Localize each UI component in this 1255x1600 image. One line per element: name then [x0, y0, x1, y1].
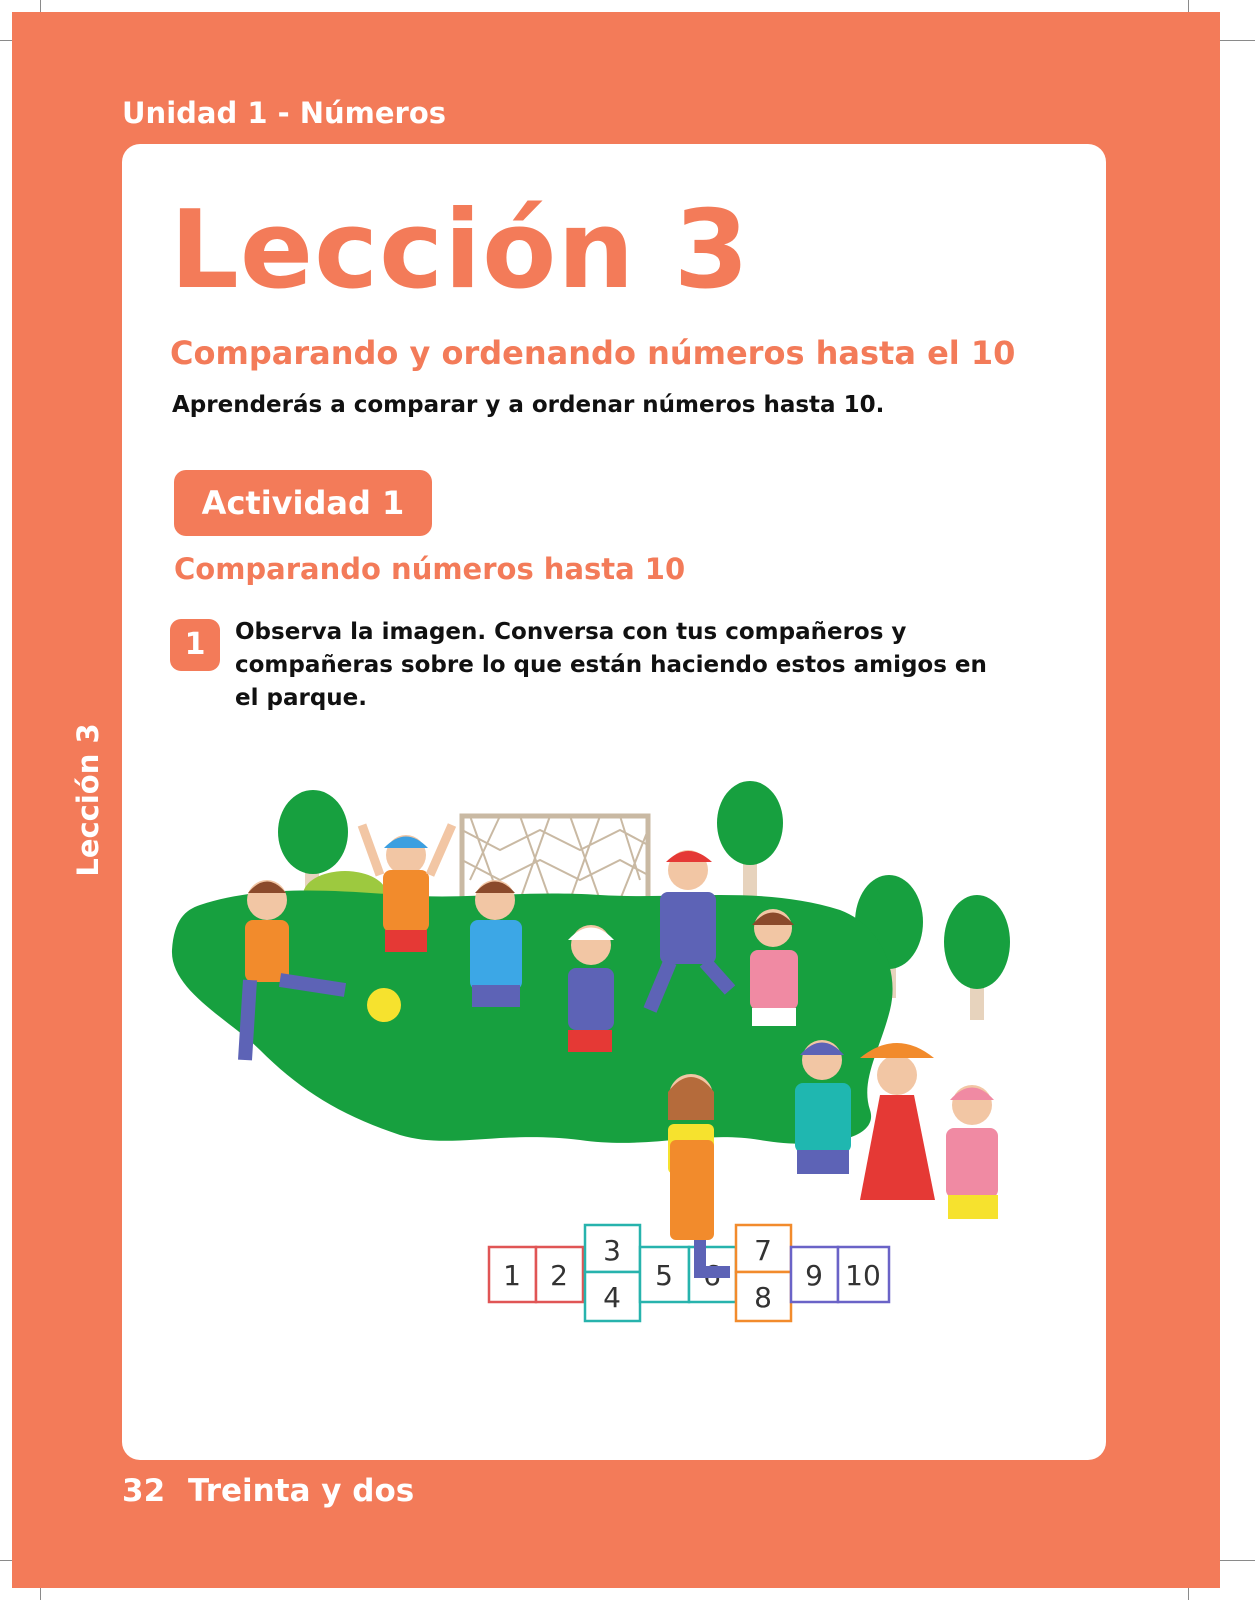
hopscotch-number: 1: [503, 1259, 521, 1292]
page-number-words: Treinta y dos: [188, 1473, 415, 1509]
hopscotch-number: 4: [603, 1281, 621, 1314]
child-overalls: [668, 1074, 714, 1240]
lesson-subtitle: Comparando y ordenando números hasta el 10: [170, 334, 1016, 372]
activity-title: Comparando números hasta 10: [174, 552, 686, 586]
lesson-title: Lección 3: [170, 188, 750, 313]
child-pink-cap: [946, 1085, 998, 1219]
hopscotch-number: 9: [805, 1259, 823, 1292]
child-pink-shirt: [750, 909, 798, 1026]
hopscotch-number: 8: [754, 1281, 772, 1314]
activity-badge: Actividad 1: [174, 470, 432, 536]
tree: [717, 781, 783, 900]
hopscotch-number: 2: [550, 1259, 568, 1292]
hopscotch-number: 7: [754, 1234, 772, 1267]
child-cap-white: [568, 925, 614, 1052]
hopscotch-number: 6: [703, 1259, 721, 1292]
hopscotch-number: 3: [603, 1234, 621, 1267]
hopscotch-number: 10: [845, 1259, 881, 1292]
tree: [944, 895, 1010, 1020]
soccer-ball: [367, 988, 401, 1022]
step-instruction: Observa la imagen. Conversa con tus compañeros y compañeras sobre lo que están haciendo estos amigos en el parque.: [235, 619, 987, 711]
page-number: 32: [122, 1473, 166, 1509]
child-running: [470, 880, 522, 1007]
side-lesson-label: Lección 3: [71, 723, 105, 877]
step-number-badge: 1: [170, 619, 220, 671]
lesson-goal: Aprenderás a comparar y a ordenar números hasta 10.: [172, 392, 885, 418]
unit-header: Unidad 1 - Números: [122, 96, 447, 130]
hopscotch-number: 5: [655, 1259, 673, 1292]
